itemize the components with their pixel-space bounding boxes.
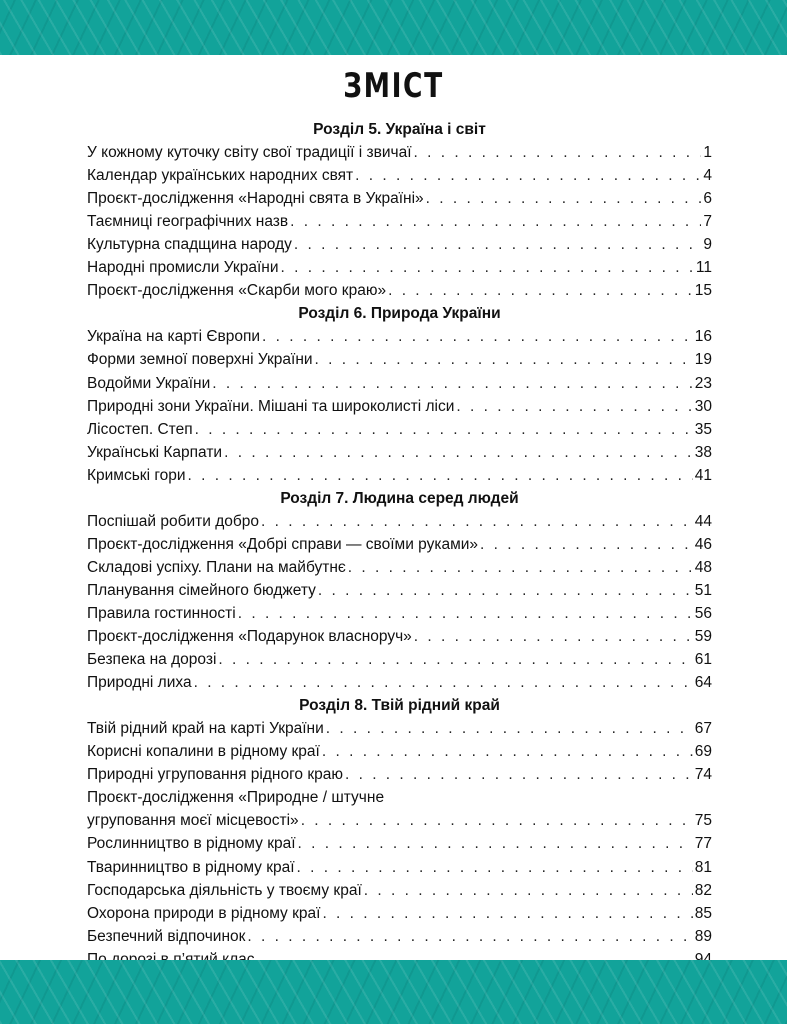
dot-leader: [294, 233, 701, 256]
entry-title: Проєкт-дослідження «Подарунок власноруч»: [87, 628, 412, 646]
entry-title: Поспішай робити добро: [87, 512, 259, 530]
dot-leader: [414, 625, 693, 648]
entry-title: Водойми України: [87, 374, 211, 392]
toc-entry[interactable]: [87, 832, 712, 855]
entry-title: Правила гостинності: [87, 604, 236, 622]
toc-entry[interactable]: [87, 187, 712, 210]
toc-entry[interactable]: [87, 602, 712, 625]
entry-page: 6: [703, 190, 712, 208]
dot-leader: [247, 925, 692, 948]
toc-entry[interactable]: [87, 256, 712, 279]
toc-entry[interactable]: [87, 556, 712, 579]
entry-title: Планування сімейного бюджету: [87, 581, 316, 599]
entry-page: 30: [694, 397, 712, 415]
entry-title: Корисні копалини в рідному краї: [87, 743, 320, 761]
toc-entry[interactable]: [87, 372, 712, 395]
entry-title: Складові успіху. Плани на майбутнє: [87, 558, 346, 576]
entry-title: Природні угруповання рідного краю: [87, 766, 343, 784]
dot-leader: [195, 418, 693, 441]
entry-page: 38: [694, 443, 712, 461]
entry-page: 59: [694, 628, 712, 646]
entry-title: Проєкт-дослідження «Народні свята в Україні»: [87, 190, 424, 208]
entry-title: Кримські гори: [87, 466, 186, 484]
dot-leader: [280, 256, 693, 279]
entry-title: Народні промисли України: [87, 259, 279, 277]
toc-entry[interactable]: [87, 325, 712, 348]
top-decorative-band: [0, 0, 787, 55]
entry-page: 75: [694, 812, 712, 830]
entry-page: 9: [703, 236, 712, 254]
entry-page: 41: [694, 466, 712, 484]
entry-page: 67: [694, 720, 712, 738]
entry-page: 51: [694, 581, 712, 599]
section-heading-5: Розділ 5. Україна і світ: [313, 121, 486, 138]
entry-title: Календар українських народних свят: [87, 167, 354, 185]
entry-page: 19: [694, 351, 712, 369]
toc-entry[interactable]: [87, 348, 712, 371]
toc-entry[interactable]: [87, 648, 712, 671]
dot-leader: [318, 579, 693, 602]
dot-leader: [322, 740, 693, 763]
entry-title: Україна на карті Європи: [87, 328, 260, 346]
entry-page: 64: [694, 674, 712, 692]
dot-leader: [298, 832, 693, 855]
dot-leader: [322, 902, 692, 925]
dot-leader: [238, 602, 693, 625]
entry-page: 35: [694, 420, 712, 438]
entry-title: Українські Карпати: [87, 443, 223, 461]
entry-title: Лісостеп. Степ: [87, 420, 193, 438]
toc-entry[interactable]: [87, 671, 712, 694]
dot-leader: [480, 533, 693, 556]
entry-page: 61: [694, 651, 712, 669]
toc-entry[interactable]: [87, 464, 712, 487]
section-heading-6: Розділ 6. Природа України: [298, 305, 501, 323]
page-title: ЗМІСТ: [343, 66, 444, 106]
toc-entry[interactable]: [87, 809, 712, 832]
entry-page: 56: [694, 604, 712, 622]
dot-leader: [218, 648, 692, 671]
entry-title: Господарська діяльність у твоєму краї: [87, 881, 362, 899]
toc-entry[interactable]: [87, 510, 712, 533]
toc-entry[interactable]: [87, 533, 712, 556]
entry-page: 74: [694, 766, 712, 784]
dot-leader: [212, 372, 692, 395]
dot-leader: [426, 187, 702, 210]
dot-leader: [388, 279, 693, 302]
entry-title: Твій рідний край на карті України: [87, 720, 324, 738]
toc-entry[interactable]: [87, 579, 712, 602]
toc-entry[interactable]: [87, 625, 712, 648]
entry-page: 16: [694, 328, 712, 346]
dot-leader: [348, 556, 693, 579]
dot-leader: [297, 856, 693, 879]
entry-page: 85: [694, 904, 712, 922]
dot-leader: [345, 763, 693, 786]
entry-title: Форми земної поверхні України: [87, 351, 313, 369]
toc-entry[interactable]: [87, 164, 712, 187]
bottom-decorative-band: [0, 960, 787, 1024]
entry-page: 69: [694, 743, 712, 761]
dot-leader: [301, 809, 693, 832]
entry-page: 15: [694, 282, 712, 300]
entry-page: 81: [694, 858, 712, 876]
entry-page: 23: [694, 374, 712, 392]
toc-entry[interactable]: [87, 233, 712, 256]
entry-page: 1: [703, 144, 712, 162]
dot-leader: [326, 717, 693, 740]
entry-title: Охорона природи в рідному краї: [87, 904, 321, 922]
dot-leader: [224, 441, 693, 464]
toc-entry[interactable]: [87, 279, 712, 302]
dot-leader: [188, 464, 693, 487]
dot-leader: [261, 510, 693, 533]
section-heading-8: Розділ 8. Твій рідний край: [299, 697, 500, 715]
entry-title: Рослинництво в рідному краї: [87, 835, 296, 853]
entry-page: 7: [703, 213, 712, 231]
toc-entry[interactable]: [87, 395, 712, 418]
toc-entry[interactable]: [87, 763, 712, 786]
entry-page: 48: [694, 558, 712, 576]
entry-page: 11: [695, 259, 712, 277]
entry-title: Безпечний відпочинок: [87, 927, 246, 945]
toc-entry[interactable]: [87, 717, 712, 740]
entry-title: Природні зони України. Мішані та широколисті ліси: [87, 397, 455, 415]
toc-entry-first-line[interactable]: [87, 786, 712, 809]
dot-leader: [315, 348, 693, 371]
entry-title: Культурна спадщина народу: [87, 236, 292, 254]
entry-page: 46: [694, 535, 712, 553]
entry-page: 44: [694, 512, 712, 530]
toc-entry[interactable]: [87, 441, 712, 464]
entry-page: 82: [694, 881, 712, 899]
dot-leader: [290, 210, 701, 233]
toc-entry[interactable]: [87, 925, 712, 948]
dot-leader: [364, 879, 693, 902]
entry-title: Тваринництво в рідному краї: [87, 858, 295, 876]
entry-title: Природні лиха: [87, 674, 192, 692]
toc-entry[interactable]: [87, 210, 712, 233]
toc-entry[interactable]: [87, 879, 712, 902]
toc-entry[interactable]: [87, 902, 712, 925]
dot-leader: [355, 164, 701, 187]
entry-title: Таємниці географічних назв: [87, 213, 289, 231]
dot-leader: [456, 395, 692, 418]
entry-title: Проєкт-дослідження «Добрі справи — своїми руками»: [87, 535, 479, 553]
toc-entry[interactable]: [87, 141, 712, 164]
entry-title: Проєкт-дослідження «Природне / штучне: [87, 789, 385, 807]
section-heading-7: Розділ 7. Людина серед людей: [280, 489, 519, 507]
entry-page: 77: [694, 835, 712, 853]
entry-page: 4: [703, 167, 712, 185]
dot-leader: [262, 325, 693, 348]
entry-title: У кожному куточку світу свої традиції і звичаї: [87, 144, 412, 162]
toc-entry[interactable]: [87, 856, 712, 879]
table-of-contents: [87, 118, 712, 971]
toc-entry[interactable]: [87, 418, 712, 441]
dot-leader: [414, 141, 702, 164]
entry-title: Проєкт-дослідження «Скарби мого краю»: [87, 282, 387, 300]
dot-leader: [194, 671, 693, 694]
entry-page: 89: [694, 927, 712, 945]
entry-title: угруповання моєї місцевості»: [87, 812, 299, 830]
toc-entry[interactable]: [87, 740, 712, 763]
entry-title: Безпека на дорозі: [87, 651, 217, 669]
